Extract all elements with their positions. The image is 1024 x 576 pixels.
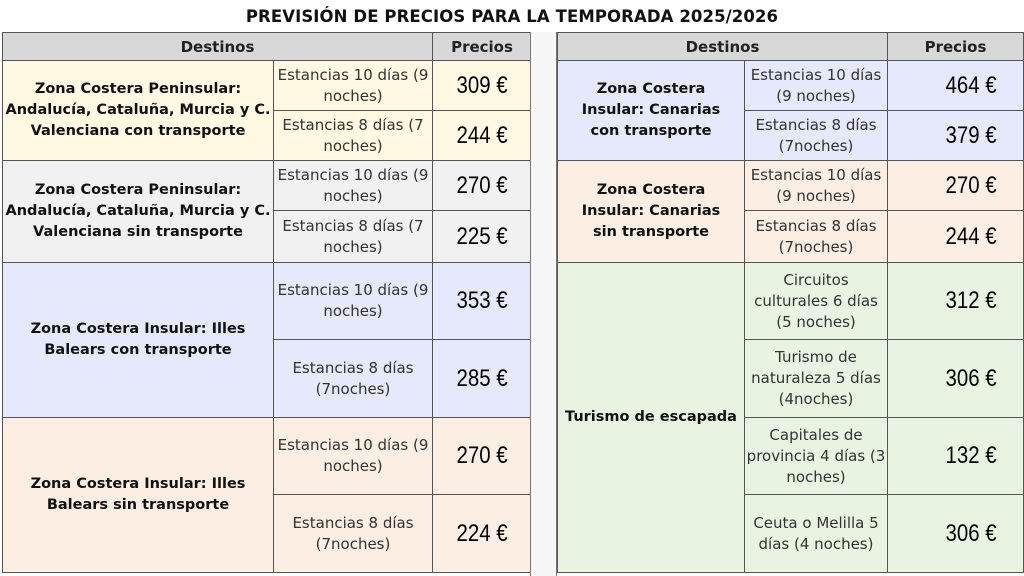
table-row [3,61,532,111]
table-row [3,418,532,495]
destination-cell: Zona Costera Insular: Canarias con transporte [558,61,745,161]
price-cell [888,495,1024,573]
stay-cell: Turismo de naturaleza 5 días (4noches) [745,340,888,418]
price-value: 225 € [456,222,508,250]
price-value: 379 € [945,121,997,149]
price-cell [888,340,1024,418]
price-value: 353 € [456,287,508,314]
stay-cell: Estancias 8 días (7noches) [745,111,888,161]
price-value: 306 € [945,519,997,547]
table-row [3,263,532,340]
table-row [558,61,1024,111]
price-value: 312 € [945,287,997,314]
price-cell [433,340,532,418]
stay-cell: Estancias 8 días (7noches) [274,340,433,418]
table-row [558,161,1024,211]
stay-cell: Estancias 8 días (7noches) [274,495,433,573]
price-cell [433,161,532,211]
stay-cell: Estancias 10 días (9 noches) [274,61,433,111]
price-value: 306 € [945,364,997,392]
stay-cell: Capitales de provincia 4 días (3 noches) [745,418,888,495]
price-cell [433,61,532,111]
destination-cell: Zona Costera Peninsular: Andalucía, Cataluña, Murcia y C. Valenciana sin transporte [3,161,274,263]
destination-cell: Zona Costera Insular: Canarias sin transporte [558,161,745,263]
price-cell [433,111,532,161]
stay-cell: Estancias 10 días (9 noches) [745,61,888,111]
stay-cell: Estancias 8 días (7noches) [745,211,888,263]
price-cell [888,61,1024,111]
price-cell [433,263,532,340]
price-cell [433,495,532,573]
price-cell [888,418,1024,495]
stay-cell: Estancias 10 días (9 noches) [274,161,433,211]
stay-cell: Ceuta o Melilla 5 días (4 noches) [745,495,888,573]
price-value: 132 € [945,442,997,469]
price-value: 270 € [456,442,508,469]
page-title: PREVISIÓN DE PRECIOS PARA LA TEMPORADA 2025/2026 [245,6,779,26]
table-divider [530,32,557,576]
price-value: 285 € [456,364,508,392]
destination-cell: Zona Costera Peninsular: Andalucía, Cataluña, Murcia y C. Valenciana con transporte [3,61,274,161]
left-header-row [3,33,532,61]
destination-cell: Zona Costera Insular: Illes Balears con transporte [3,263,274,418]
table-row [558,263,1024,340]
right-price-table [557,32,1024,573]
precios-header: Precios [433,33,532,61]
price-cell [888,263,1024,340]
stay-cell: Estancias 8 días (7 noches) [274,111,433,161]
price-value: 270 € [456,171,508,199]
stay-cell: Circuitos culturales 6 días (5 noches) [745,263,888,340]
price-cell [433,211,532,263]
price-value: 464 € [945,71,997,99]
stay-cell: Estancias 10 días (9 noches) [274,263,433,340]
table-row [3,161,532,211]
precios-header: Precios [888,33,1024,61]
price-cell [888,211,1024,263]
right-header-row [558,33,1024,61]
price-value: 309 € [456,71,508,99]
price-cell [888,111,1024,161]
price-cell [433,418,532,495]
price-value: 224 € [456,519,508,547]
left-price-table [2,32,532,573]
price-cell [888,161,1024,211]
destinos-header: Destinos [558,33,888,61]
destination-cell: Turismo de escapada [558,263,745,573]
stay-cell: Estancias 10 días (9 noches) [274,418,433,495]
destination-cell: Zona Costera Insular: Illes Balears sin transporte [3,418,274,573]
destinos-header: Destinos [3,33,433,61]
stay-cell: Estancias 10 días (9 noches) [745,161,888,211]
price-value: 270 € [945,171,997,199]
price-value: 244 € [456,121,508,149]
price-value: 244 € [945,222,997,250]
stay-cell: Estancias 8 días (7 noches) [274,211,433,263]
